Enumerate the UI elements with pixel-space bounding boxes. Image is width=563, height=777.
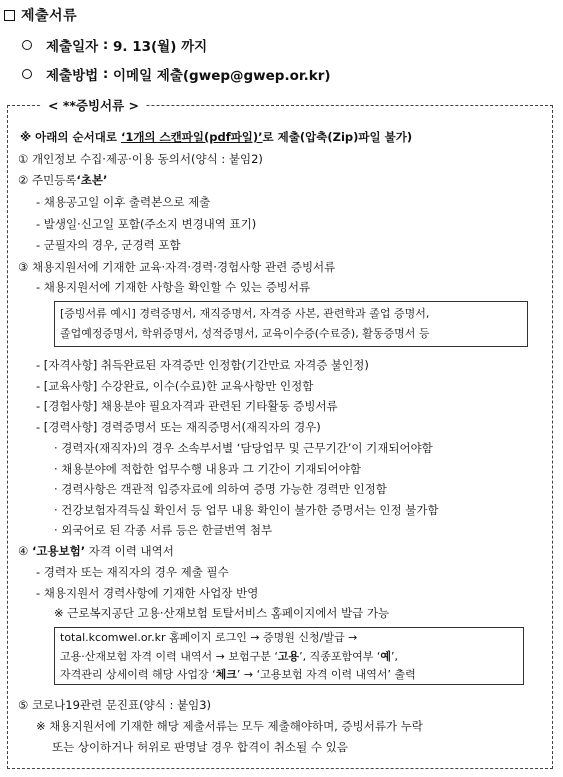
path-line-3 bbox=[60, 667, 416, 683]
path-line-3-a: 자격관리 상세이력 해당 사업장 ‘ bbox=[60, 668, 216, 681]
method-separator: : bbox=[98, 66, 113, 82]
item-3: ③ 채용지원서에 기재한 교육·자격·경력·경험사항 관련 증빙서류 bbox=[18, 260, 336, 274]
notice-prefix: ※ 아래의 순서대로 bbox=[20, 130, 121, 144]
path-line-2 bbox=[60, 649, 398, 665]
example-line-2: 졸업예정증명서, 학위증명서, 성적증명서, 교육이수증(수료증), 활동증명서 등 bbox=[60, 327, 430, 340]
path-line-2-e: ’, bbox=[391, 650, 398, 663]
checkbox-square-icon bbox=[4, 10, 15, 21]
item-3-sub: - 채용지원서에 기재한 사항을 확인할 수 있는 증빙서류 bbox=[36, 280, 311, 294]
item-4-prefix: ④ bbox=[18, 544, 32, 558]
legend-text: < **증빙서류 > bbox=[48, 98, 140, 113]
notice-underlined: ‘1개의 스캔파일(pdf파일)’ bbox=[120, 130, 263, 144]
circle-bullet-icon bbox=[22, 40, 32, 50]
item-4-bold: ‘고용보험’ bbox=[31, 544, 86, 558]
path-line-2-b: 고용 bbox=[277, 650, 300, 663]
career-bullet-5: · 외국어로 된 각종 서류 등은 한글번역 첨부 bbox=[54, 523, 273, 537]
path-line-1: total.kcomwel.or.kr 홈페이지 로그인 → 증명원 신청/발급 → bbox=[60, 631, 358, 644]
path-line-2-a: 고용·산재보험 자격 이력 내역서 → 보험구분 ‘ bbox=[60, 650, 278, 663]
item-4-suffix: 자격 이력 내역서 bbox=[85, 544, 174, 558]
item-4-sub-1: - 경력자 또는 재직자의 경우 제출 필수 bbox=[36, 565, 229, 579]
box-legend bbox=[42, 95, 145, 115]
career-bullet-4: · 건강보험자격득실 확인서 등 업무 내용 확인이 불가한 증명서는 인정 불가함 bbox=[54, 503, 439, 517]
path-line-3-b: 체크 bbox=[215, 668, 237, 681]
career-item: - [경력사항] 경력증명서 또는 재직증명서(재직자의 경우) bbox=[36, 420, 321, 434]
item-4 bbox=[18, 543, 174, 559]
path-line-2-d: 예 bbox=[380, 650, 391, 663]
item-4-sub-2: - 채용지원서 경력사항에 기재한 사업장 반영 bbox=[36, 586, 259, 600]
career-bullet-3: · 경력사항은 객관적 입증자료에 의하여 증명 가능한 경력만 인정함 bbox=[54, 482, 387, 496]
final-note-line-1: ※ 채용지원서에 기재한 해당 제출서류는 모두 제출해야하며, 증빙서류가 누락 bbox=[36, 719, 423, 733]
section-header bbox=[4, 4, 77, 26]
section-title: 제출서류 bbox=[21, 8, 78, 24]
qualification-item: - [자격사항] 취득완료된 자격증만 인정함(기간만료 자격증 불인정) bbox=[36, 358, 369, 372]
item-2-prefix: ② 주민등록 bbox=[18, 173, 77, 187]
career-bullet-1: · 경력자(재직자)의 경우 소속부서별 ‘담당업무 및 근무기간’이 기재되어야함 bbox=[54, 441, 433, 455]
path-line-2-c: ’, 직종포함여부 ‘ bbox=[299, 650, 381, 663]
education-item: - [교육사항] 수강완료, 이수(수료)한 교육사항만 인정함 bbox=[36, 379, 314, 393]
item-2-sub-1: - 채용공고일 이후 출력본으로 제출 bbox=[36, 195, 211, 209]
date-label: 제출일자 bbox=[46, 39, 99, 55]
item-2-sub-2: - 발생일·신고일 포함(주소지 변경내역 표기) bbox=[36, 217, 257, 231]
career-bullet-2: · 채용분야에 적합한 업무수행 내용과 그 기간이 기재되어야함 bbox=[54, 462, 361, 476]
item-2-sub-3: - 군필자의 경우, 군경력 포함 bbox=[36, 238, 181, 252]
method-value: 이메일 제출(gwep@gwep.or.kr) bbox=[112, 68, 331, 84]
example-line-1: [증빙서류 예시] 경력증명서, 재직증명서, 자격증 사본, 관련학과 졸업 증명서, bbox=[60, 307, 430, 320]
item-5: ⑤ 코로나19관련 문진표(양식 : 붙임3) bbox=[18, 698, 212, 712]
date-separator: : bbox=[98, 37, 113, 53]
item-4-note: ※ 근로복지공단 고용·산재보험 토탈서비스 홈페이지에서 발급 가능 bbox=[54, 606, 390, 620]
item-1: ① 개인정보 수집·제공·이용 동의서(양식 : 붙임2) bbox=[18, 152, 263, 166]
notice-suffix: 로 제출(압축(Zip)파일 불가) bbox=[262, 130, 413, 144]
date-value: 9. 13(월) 까지 bbox=[112, 39, 208, 55]
final-note-line-2: 또는 상이하거나 허위로 판명날 경우 합격이 취소될 수 있음 bbox=[52, 740, 348, 754]
submission-method-row bbox=[22, 63, 331, 85]
submission-notice bbox=[20, 129, 412, 145]
item-2 bbox=[18, 172, 107, 188]
path-line-3-c: ’ → ‘고용보험 자격 이력 내역서’ 출력 bbox=[236, 668, 416, 681]
circle-bullet-icon bbox=[22, 69, 32, 79]
submission-date-row bbox=[22, 34, 207, 56]
experience-item: - [경험사항] 채용분야 필요자격과 관련된 기타활동 증빙서류 bbox=[36, 399, 338, 413]
method-label: 제출방법 bbox=[46, 68, 99, 84]
item-2-bold: ‘초본’ bbox=[76, 173, 108, 187]
